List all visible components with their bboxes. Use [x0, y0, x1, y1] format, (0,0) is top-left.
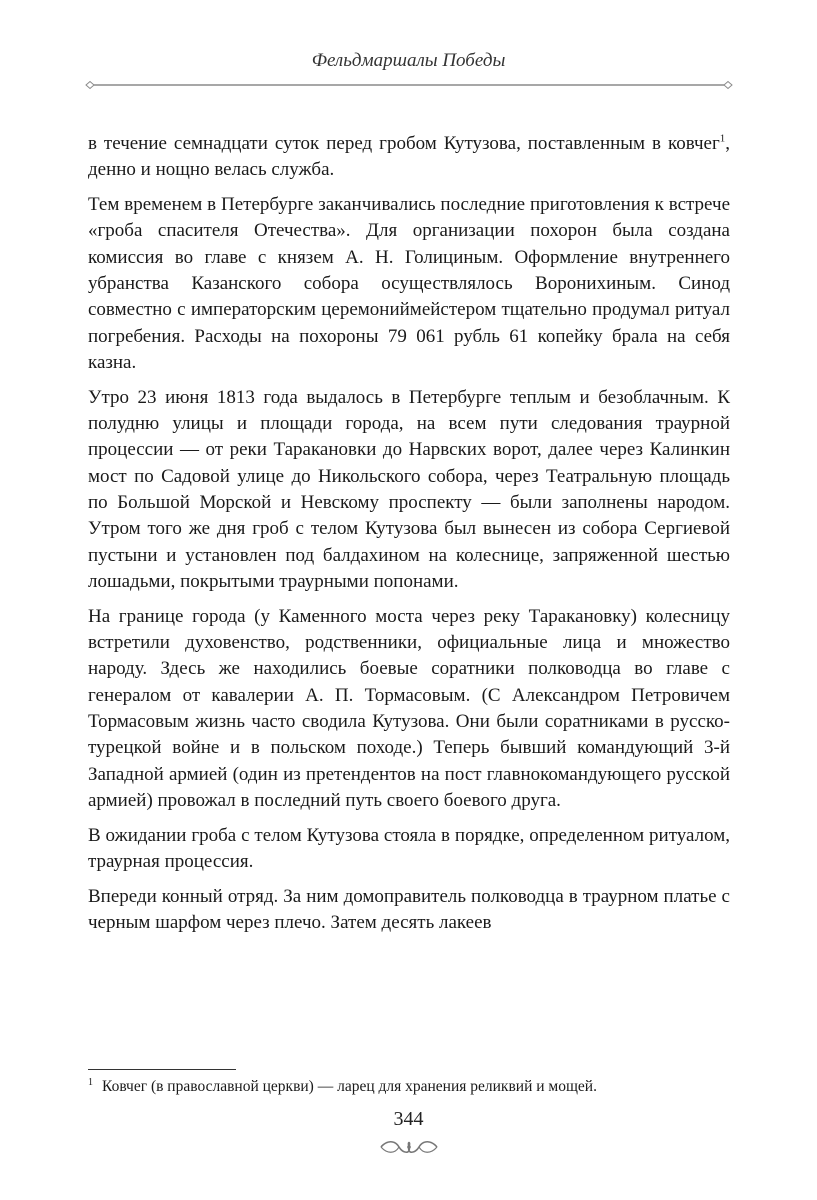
- paragraph-2: Тем временем в Петербурге заканчивались последние приготовления к встрече «гроба спасителя Отечества». Для организации похорон была создана комиссия во главе с князем А. Н. Голициным. Оформление внутреннего убранства Казанского собора осуществлялось Воронихиным. Синод совместно с императорским церемониймейстером тщательно продумал ритуал погребения. Расходы на похороны 79 061 рубль 61 копейку брала на себя казна.: [88, 194, 730, 373]
- paragraph-1: в течение семнадцати суток перед гробом Кутузова, поставленным в ковчег$^1$, денно и нощно велась служба.: [88, 132, 730, 181]
- paragraph-4: На границе города (у Каменного моста через реку Таракановку) колесницу встретили духовенство, родственники, официальные лица и множество народу. Здесь же находились боевые соратники полководца во главе с генералом от кавалерии А. П. Тормасовым. (С Александром Петровичем Тормасовым жизнь часто сводила Кутузова. Они были соратниками в русско-турецкой войне и в польском походе.) Теперь бывший командующий 3-й Западной армией (один из претендентов на пост главнокомандующего русской армией) провожал в последний путь своего боевого друга.: [88, 605, 730, 811]
- footnote-divider: [88, 1069, 236, 1070]
- footnote-number: 1: [88, 1076, 93, 1088]
- footnote-reference[interactable]: 1: [719, 132, 726, 145]
- footnote-text: Ковчег (в православной церкви) — ларец для хранения реликвий и мощей.: [102, 1078, 597, 1095]
- flourish-ornament-icon: [377, 1138, 441, 1156]
- body-text: [88, 131, 730, 945]
- running-head-title: Фельдмаршалы Победы: [311, 50, 506, 71]
- decorative-rule-icon: [84, 78, 734, 92]
- paragraph-3: Утро 23 июня 1813 года выдалось в Петербурге теплым и безоблачным. К полудню улицы и площади города, на всем пути следования траурной процессии — от реки Таракановки до Нарвских ворот, далее через Калинкин мост по Садовой улице до Никольского собора, через Театральную площадь по Большой Морской и Невскому проспекту — были заполнены народом. Утром того же дня гроб с телом Кутузова был вынесен из собора Сергиевой пустыни и установлен под балдахином на колеснице, запряженной шестью лошадьми, покрытыми траурными попонами.: [88, 386, 730, 592]
- page-number: 344: [393, 1108, 424, 1130]
- paragraph-6: Впереди конный отряд. За ним домоправитель полководца в траурном платье с черным шарфом через плечо. Затем десять лакеев: [88, 885, 730, 934]
- paragraph-5: В ожидании гроба с телом Кутузова стояла в порядке, определенном ритуалом, траурная процессия.: [88, 824, 730, 873]
- footnote: [88, 1077, 738, 1097]
